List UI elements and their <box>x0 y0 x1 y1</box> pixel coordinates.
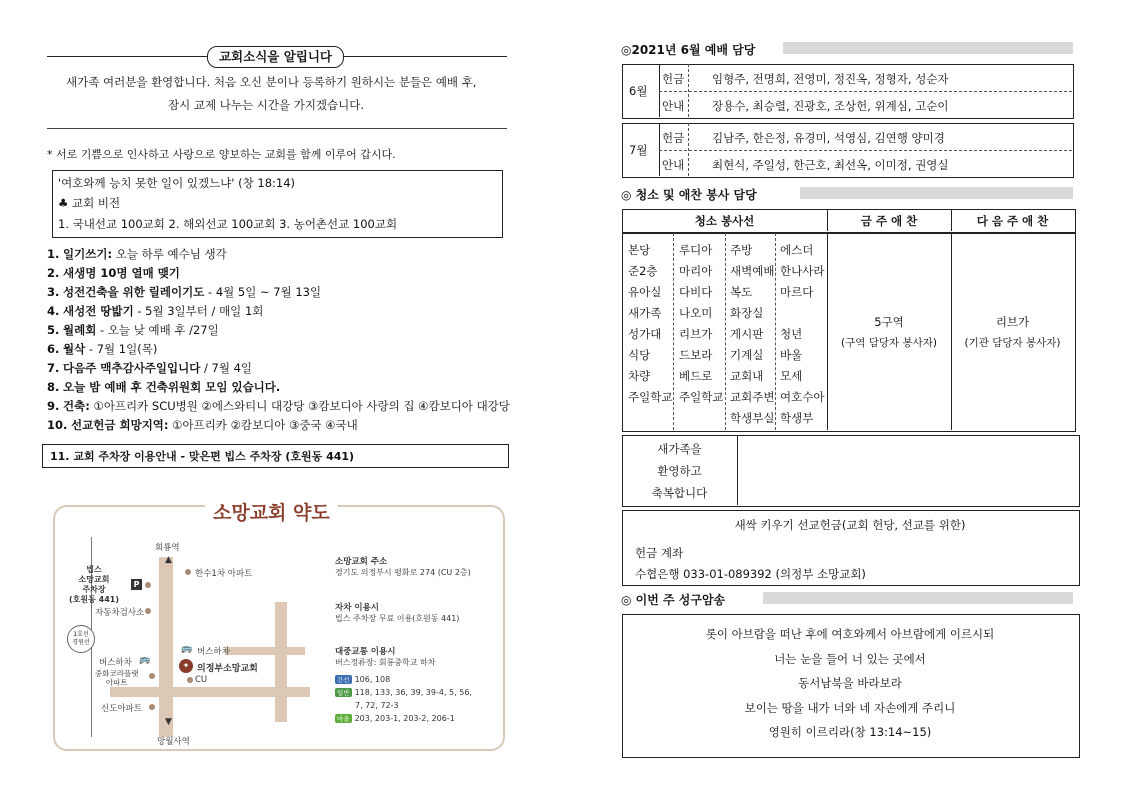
clean-area-item: 복도 <box>730 285 753 299</box>
july-month: 7월 <box>629 143 648 157</box>
bus-route-row <box>335 675 390 684</box>
down-arrow-icon: ▼ <box>165 717 172 727</box>
clean-area-item: 베드로 <box>679 369 713 383</box>
notice-number: 7. <box>47 361 60 375</box>
july-offering-label: 헌금 <box>662 131 685 145</box>
account-number: 수협은행 033-01-089392 (의정부 소망교회) <box>635 567 866 581</box>
june-guide: 장용수, 최승렬, 진광호, 조상헌, 위계심, 고순이 <box>712 99 949 113</box>
notice-item <box>47 341 157 357</box>
clean-area-item: 리브가 <box>679 327 713 341</box>
bus-type-badge: 간선 <box>337 676 350 684</box>
address: 경기도 의정부시 평화로 274 (CU 2층) <box>335 568 471 577</box>
bus-type-badge: 일반 <box>337 689 350 697</box>
june-offering-label: 헌금 <box>662 72 685 86</box>
church-label: 의정부소망교회 <box>197 664 258 674</box>
notice-number: 1. <box>47 247 60 261</box>
clean-area-item: 마르다 <box>780 285 814 299</box>
clean-area-item: 청년 <box>780 327 803 341</box>
church-map <box>53 505 505 751</box>
notice-head: 월삭 <box>63 342 86 356</box>
hansu-dot-icon <box>185 569 191 575</box>
clean-area-item: 유아실 <box>628 285 662 299</box>
notice-body: - 오늘 낮 예배 후 /27일 <box>96 323 219 337</box>
church-pin-icon: ✦ <box>179 659 193 673</box>
welcome-text-3: 축복합니다 <box>651 486 708 500</box>
vision-verse: '여호와께 능치 못한 일이 있겠느냐' (창 18:14) <box>58 176 296 190</box>
verse-line: 너는 눈을 들어 너 있는 곳에서 <box>774 651 926 666</box>
notice-head: 선교헌금 희망지역: <box>71 418 169 432</box>
hwayu-apt: 중화코라플랫 아파트 <box>95 669 139 687</box>
public-stop: 버스정류장: 회룡중학교 하차 <box>335 658 436 667</box>
clean-area-item: 화장실 <box>730 306 764 320</box>
bus-icon-1: 🚌 <box>181 644 193 654</box>
bus-route-row <box>355 701 399 710</box>
clean-area-item: 한나사라 <box>780 264 825 278</box>
notice-item <box>47 417 358 433</box>
notice-item <box>47 246 227 262</box>
notice-body: - 7월 1일(목) <box>85 342 158 356</box>
parking-icon: P <box>131 579 142 590</box>
july-offering: 김남주, 한은정, 유경미, 석영심, 김연행 양미경 <box>712 131 945 145</box>
notice-item <box>47 379 280 395</box>
vips-parking: 빕스 소망교회 주차장 (호원동 441) <box>69 565 119 604</box>
clean-area-item: 성가대 <box>628 327 662 341</box>
notice-number: 10. <box>47 418 68 432</box>
notice-body: ①아프리카 ②캄보디아 ③중국 ④국내 <box>168 418 358 432</box>
public-title: 대중교통 이용시 <box>335 647 396 657</box>
clean-header-2: 금 주 애 찬 <box>860 214 918 228</box>
notice-body: - 4월 5일 ~ 7월 13일 <box>204 285 322 299</box>
notice-number: 5. <box>47 323 60 337</box>
welcome-line-1: 새가족 여러분을 환영합니다. 처음 오신 분이나 등록하기 원하시는 분들은 예배 후, <box>66 75 477 89</box>
clean-area-item: 준2층 <box>628 264 658 278</box>
sindo-apt: 신도아파트 <box>101 704 143 714</box>
bus-route-row <box>335 688 472 697</box>
clean-area-item: 학생부 <box>780 411 814 425</box>
up-arrow-icon: ▲ <box>165 555 172 565</box>
side-road-horizontal <box>225 647 305 655</box>
main-road-horizontal <box>110 687 310 697</box>
clean-area-item: 주일학교 <box>679 390 724 404</box>
notice-head: 건축: <box>63 399 90 413</box>
verse-line: 영원히 이르리라(창 13:14~15) <box>768 725 932 739</box>
notice-head: 다음주 맥추감사주일입니다 <box>63 361 201 375</box>
verse-title: ◎ 이번 주 성구암송 <box>621 593 726 607</box>
clean-title-bar <box>800 187 1073 199</box>
clean-area-item: 드보라 <box>679 348 713 362</box>
this-week-note: (구역 담당자 봉사자) <box>840 337 937 349</box>
car-info: 빕스 주차장 무료 이용(호원동 441) <box>335 614 460 623</box>
june-month: 6월 <box>629 84 648 98</box>
bus-route-row <box>335 714 455 723</box>
notice-body: / 7월 4일 <box>200 361 253 375</box>
notice-head: 성전건축을 위한 릴레이기도 <box>63 285 205 299</box>
bus-route-numbers: 7, 72, 72-3 <box>355 701 399 710</box>
clean-area-item: 본당 <box>628 243 651 257</box>
clean-area-item: 식당 <box>628 348 651 362</box>
main-road-vertical <box>159 557 173 737</box>
vips-dot-icon <box>145 582 151 588</box>
hwayu-dot-icon <box>149 673 155 679</box>
cu-dot-icon <box>187 677 193 683</box>
clean-area-item: 여호수아 <box>780 390 825 404</box>
notice-item <box>47 322 219 338</box>
hansu-apt: 한수1차 아파트 <box>195 569 253 579</box>
clean-area-item: 교회주변 <box>730 390 775 404</box>
clean-area-item: 주방 <box>730 243 753 257</box>
verse-line: 롯이 아브람을 떠난 후에 여호와께서 아브람에게 이르시되 <box>705 627 995 641</box>
next-week-group: 리브가 <box>995 315 1030 329</box>
address-title: 소망교회 주소 <box>335 557 388 567</box>
notice-number: 9. <box>47 399 60 413</box>
verse-title-bar <box>763 592 1073 604</box>
clean-area-item: 차량 <box>628 369 651 383</box>
clean-area-item: 마리아 <box>679 264 713 278</box>
clean-header-3: 다 음 주 애 찬 <box>976 214 1049 228</box>
clean-area-item: 에스더 <box>780 243 814 257</box>
notice-head: 새생명 10명 열매 맺기 <box>63 266 180 280</box>
notice-number: 3. <box>47 285 60 299</box>
verse-line: 동서남북을 바라보라 <box>798 676 902 690</box>
welcome-text-2: 환영하고 <box>657 464 702 478</box>
bus-type-badge: 마을 <box>337 715 350 723</box>
notice-item <box>47 265 180 281</box>
clean-area-item: 새가족 <box>628 306 662 320</box>
clean-area-item: 다비다 <box>679 285 713 299</box>
clean-header-1: 청소 봉사선 <box>694 214 755 228</box>
sindo-dot-icon <box>149 704 155 710</box>
parking-notice: 11. 교회 주차장 이용안내 - 맞은편 빕스 주차장 (호원동 441) <box>50 450 355 463</box>
clean-area-item: 모세 <box>780 369 803 383</box>
clean-area-item: 바울 <box>780 348 803 362</box>
car-center-dot-icon <box>145 608 151 614</box>
clean-area-item: 교회내 <box>730 369 764 383</box>
line1-label: 1호선 경원선 <box>67 625 95 653</box>
clean-area-item: 기계실 <box>730 348 764 362</box>
june-guide-label: 안내 <box>662 99 685 113</box>
duty-title: ◎2021년 6월 예배 담당 <box>621 43 756 57</box>
car-title: 자차 이용시 <box>335 603 380 613</box>
notice-head: 오늘 밤 예배 후 건축위원회 모임 있습니다. <box>63 380 281 394</box>
clean-title: ◎ 청소 및 애찬 봉사 담당 <box>621 188 757 202</box>
notice-item <box>47 284 321 300</box>
clean-area-item: 주일학교 <box>628 390 673 404</box>
duty-title-bar <box>783 42 1073 54</box>
july-guide-label: 안내 <box>662 158 685 172</box>
vision-items: 1. 국내선교 100교회 2. 해외선교 100교회 3. 농어촌선교 100교회 <box>58 217 398 231</box>
mangwol-station: 망월사역 <box>157 737 190 747</box>
bus-route-numbers: 118, 133, 36, 39, 39-4, 5, 56, <box>354 688 472 697</box>
july-guide: 최현식, 주일성, 한근호, 최선옥, 이미정, 권영실 <box>712 158 949 172</box>
next-week-note: (기관 담당자 봉사자) <box>964 337 1061 349</box>
mission-title: 새싹 키우기 선교헌금(교회 헌당, 선교를 위한) <box>734 518 966 532</box>
notice-body: - 5월 3일부터 / 매일 1회 <box>133 304 264 318</box>
section-title: 교회소식을 알립니다 <box>207 46 344 68</box>
welcome-line-2: 잠시 교제 나누는 시간을 가지겠습니다. <box>168 98 365 112</box>
clean-area-item: 학생부실 <box>730 411 775 425</box>
notice-number: 6. <box>47 342 60 356</box>
notice-number: 8. <box>47 380 60 394</box>
cu-label: CU <box>195 675 208 685</box>
vision-heading: ♣ 교회 비전 <box>58 196 121 210</box>
divider <box>47 128 507 129</box>
welcome-text-1: 새가족을 <box>657 442 702 456</box>
hoeryong-station: 회룡역 <box>155 543 180 553</box>
notice-item <box>47 303 263 319</box>
notice-number: 2. <box>47 266 60 280</box>
bus-route-numbers: 203, 203-1, 203-2, 206-1 <box>354 714 455 723</box>
clean-area-item: 게시판 <box>730 327 764 341</box>
notice-item <box>47 398 510 414</box>
side-road-vertical <box>275 602 287 722</box>
notice-item <box>47 360 252 376</box>
bus-stop-1: 버스하차 <box>197 647 230 657</box>
notice-body: ①아프리카 SCU병원 ②에스와티니 대강당 ③캄보디아 사랑의 집 ④캄보디아 대강당 <box>89 399 510 413</box>
clean-area-item: 나오미 <box>679 306 713 320</box>
notice-body: 오늘 하루 예수님 생각 <box>112 247 227 261</box>
notice-head: 새성전 땅밟기 <box>63 304 134 318</box>
notice-head: 월례회 <box>63 323 97 337</box>
bus-icon-2: 🚌 <box>139 655 151 665</box>
bus-route-numbers: 106, 108 <box>354 675 391 684</box>
june-offering: 임형주, 전명희, 전영미, 정진옥, 정형자, 성순자 <box>712 72 949 86</box>
this-week-group: 5구역 <box>874 315 904 329</box>
map-title: 소망교회 약도 <box>205 498 338 525</box>
clean-area-item: 루디아 <box>679 243 713 257</box>
car-inspection-center: 자동차검사소 <box>95 608 145 618</box>
notice-number: 4. <box>47 304 60 318</box>
bus-stop-2: 버스하차 <box>99 658 132 668</box>
account-label: 헌금 계좌 <box>635 546 684 560</box>
clean-area-item: 새벽예배 <box>730 264 775 278</box>
notice-head: 일기쓰기: <box>63 247 113 261</box>
verse-line: 보이는 땅을 내가 너와 네 자손에게 주리니 <box>744 700 956 715</box>
church-motto: * 서로 기쁨으로 인사하고 사랑으로 양보하는 교회를 함께 이루어 갑시다. <box>47 148 396 161</box>
